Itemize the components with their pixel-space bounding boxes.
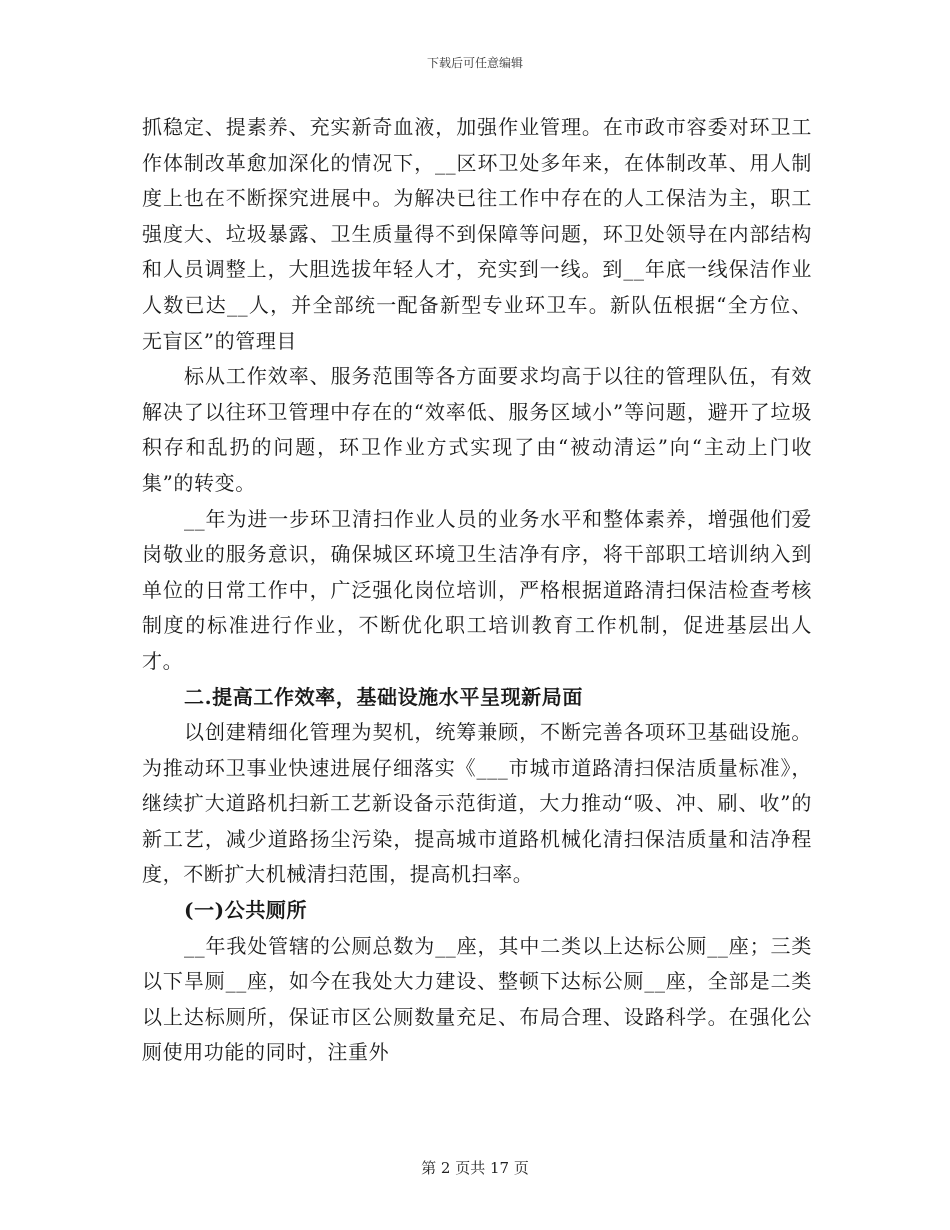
paragraph-2: 标从工作效率、服务范围等各方面要求均高于以往的管理队伍，有效解决了以往环卫管理中存在的“效率低、服务区域小”等问题，避开了垃圾积存和乱扔的问题，环卫作业方式实现了由“被动清运”向“主动上门收集”的转变。 [142,364,812,495]
paragraph-4: 以创建精细化管理为契机，统筹兼顾，不断完善各项环卫基础设施。为推动环卫事业快速进展仔细落实《___市城市道路清扫保洁质量标准》，继续扩大道路机扫新工艺新设备示范街道，大力推动“吸、冲、刷、收”的新工艺，减少道路扬尘污染，提高城市道路机械化清扫保洁质量和洁净程度，不断扩大机械清扫范围，提高机扫率。 [142,720,812,887]
paragraph-5: __年我处管辖的公厕总数为__座，其中二类以上达标公厕__座；三类以下旱厕__座，如今在我处大力建设、整顿下达标公厕__座，全部是二类以上达标厕所，保证市区公厕数量充足、布局合理、设路科学。在强化公厕使用功能的同时，注重外 [142,933,812,1065]
subsection-heading-1: (一)公共厕所 [184,898,308,923]
paragraph-1: 抓稳定、提素养、充实新奇血液，加强作业管理。在市政市容委对环卫工作体制改革愈加深化的情况下，__区环卫处多年来，在体制改革、用人制度上也在不断探究进展中。为解决已往工作中存在的人工保洁为主，职工强度大、垃圾暴露、卫生质量得不到保障等问题，环卫处领导在内部结构和人员调整上，大胆选拔年轻人才，充实到一线。到__年底一线保洁作业人数已达__人，并全部统一配备新型专业环卫车。新队伍根据“全方位、无盲区”的管理目 [142,115,812,353]
page-number-footer: 第 2 页共 17 页 [421,1159,529,1177]
document-body [142,110,812,1071]
paragraph-3: __年为进一步环卫清扫作业人员的业务水平和整体素养，增强他们爱岗敬业的服务意识，确保城区环境卫生洁净有序，将干部职工培训纳入到单位的日常工作中，广泛强化岗位培训，严格根据道路清扫保洁检查考核制度的标准进行作业，不断优化职工培训教育工作机制，促进基层出人才。 [142,506,812,673]
page-header-note: 下载后可任意编辑 [426,56,523,70]
section-heading-2: 二.提高工作效率，基础设施水平呈现新局面 [184,684,583,709]
